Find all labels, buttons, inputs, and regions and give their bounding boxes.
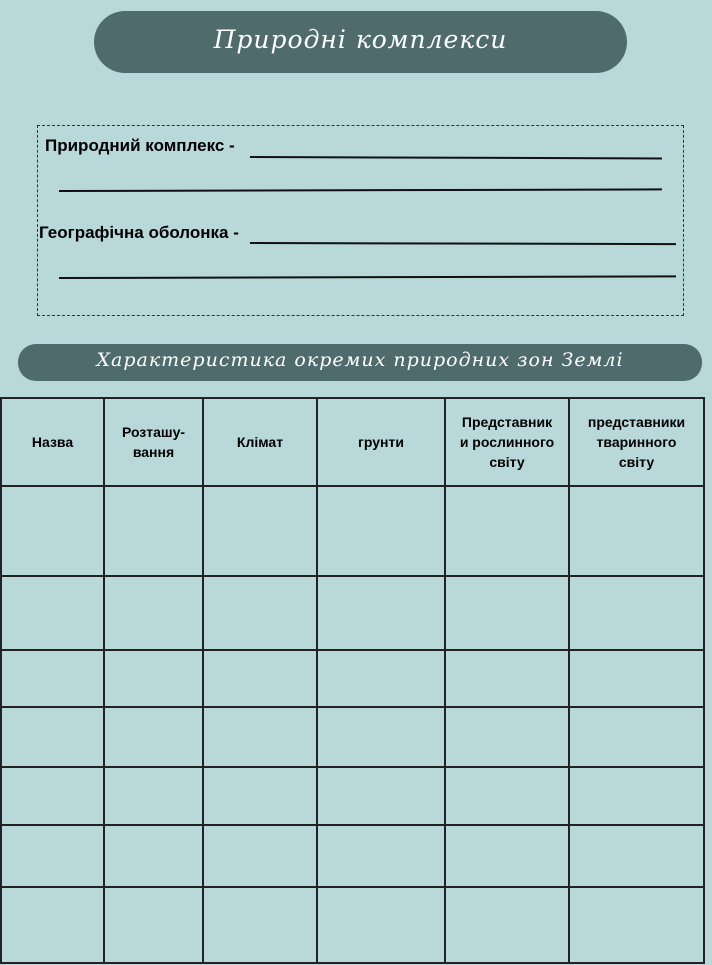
table-cell[interactable] — [104, 650, 203, 707]
table-cell[interactable] — [317, 576, 445, 650]
table-cell[interactable] — [1, 576, 104, 650]
table-cell[interactable] — [1, 825, 104, 887]
table-cell[interactable] — [1, 650, 104, 707]
table-cell[interactable] — [317, 486, 445, 576]
header-fauna: представники тваринного світу — [587, 414, 686, 470]
table-cell[interactable] — [445, 887, 569, 963]
table-cell[interactable] — [1, 887, 104, 963]
column-header — [104, 398, 203, 486]
table-cell[interactable] — [445, 707, 569, 767]
table-cell[interactable] — [569, 707, 704, 767]
table-cell[interactable] — [569, 576, 704, 650]
table-cell[interactable] — [1, 707, 104, 767]
table-row — [1, 887, 704, 963]
section-title-banner — [18, 344, 702, 381]
table-cell[interactable] — [104, 707, 203, 767]
table-cell[interactable] — [104, 887, 203, 963]
table-header-row — [1, 398, 704, 486]
column-header — [569, 398, 704, 486]
table-row — [1, 486, 704, 576]
table-cell[interactable] — [203, 486, 317, 576]
column-header — [317, 398, 445, 486]
table-cell[interactable] — [1, 767, 104, 825]
table-row — [1, 767, 704, 825]
table-cell[interactable] — [569, 650, 704, 707]
definition-term-natural-complex: Природний комплекс - — [45, 136, 235, 155]
header-climate: Клімат — [236, 434, 284, 450]
header-soils: грунти — [358, 434, 404, 450]
table-cell[interactable] — [317, 767, 445, 825]
definition-term-geographic-shell: Географічна оболонка - — [39, 223, 239, 242]
table-row — [1, 825, 704, 887]
column-header — [203, 398, 317, 486]
page-title-banner — [94, 11, 627, 73]
header-name: Назва — [31, 434, 74, 450]
table-cell[interactable] — [203, 887, 317, 963]
table-cell[interactable] — [104, 576, 203, 650]
table-cell[interactable] — [104, 825, 203, 887]
table-cell[interactable] — [569, 887, 704, 963]
table-cell[interactable] — [203, 576, 317, 650]
table-cell[interactable] — [203, 825, 317, 887]
table-cell[interactable] — [445, 486, 569, 576]
section-title: Характеристика окремих природних зон Землі — [96, 348, 624, 371]
table-row — [1, 650, 704, 707]
table-row — [1, 707, 704, 767]
natural-zones-table — [0, 397, 705, 964]
column-header — [445, 398, 569, 486]
table-cell[interactable] — [1, 486, 104, 576]
table-cell[interactable] — [104, 486, 203, 576]
header-location: Розташу- вання — [121, 424, 186, 460]
table-cell[interactable] — [203, 767, 317, 825]
table-body — [1, 486, 704, 963]
table-cell[interactable] — [569, 767, 704, 825]
table-cell[interactable] — [203, 650, 317, 707]
table-cell[interactable] — [317, 707, 445, 767]
page-title: Природні комплекси — [213, 24, 508, 54]
table-cell[interactable] — [445, 767, 569, 825]
table-cell[interactable] — [445, 825, 569, 887]
table-cell[interactable] — [569, 486, 704, 576]
table-cell[interactable] — [569, 825, 704, 887]
table-row — [1, 576, 704, 650]
table-cell[interactable] — [203, 707, 317, 767]
table-cell[interactable] — [317, 650, 445, 707]
table-cell[interactable] — [104, 767, 203, 825]
table-cell[interactable] — [317, 825, 445, 887]
header-flora: Представник и рослинного світу — [459, 414, 555, 470]
column-header — [1, 398, 104, 486]
table-cell[interactable] — [317, 887, 445, 963]
table-cell[interactable] — [445, 576, 569, 650]
table-cell[interactable] — [445, 650, 569, 707]
